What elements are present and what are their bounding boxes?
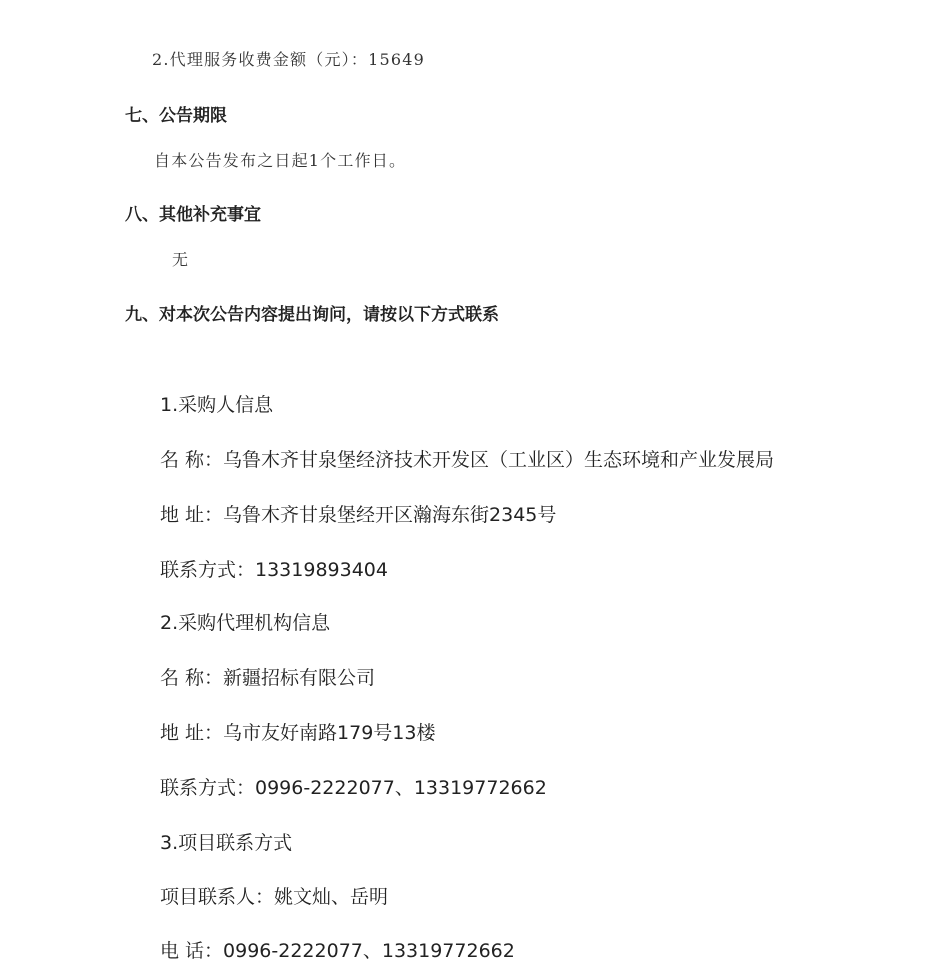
purchaser-name: 名 称：乌鲁木齐甘泉堡经济技术开发区（工业区）生态环境和产业发展局 — [160, 449, 775, 471]
agency-fee-line: 2.代理服务收费金额（元）：15649 — [152, 50, 425, 69]
purchaser-info-title: 1.采购人信息 — [160, 394, 274, 416]
agency-contact: 联系方式：0996-2222077、13319772662 — [160, 777, 547, 799]
purchaser-contact: 联系方式：13319893404 — [160, 559, 388, 581]
section-7-text: 自本公告发布之日起1个工作日。 — [154, 151, 407, 170]
project-contact-person: 项目联系人：姚文灿、岳明 — [160, 886, 389, 908]
purchaser-address: 地 址：乌鲁木齐甘泉堡经开区瀚海东街2345号 — [160, 504, 557, 526]
section-8-heading: 八、其他补充事宜 — [125, 205, 261, 225]
agency-name: 名 称：新疆招标有限公司 — [160, 667, 376, 689]
section-9-heading: 九、对本次公告内容提出询问，请按以下方式联系 — [125, 305, 499, 325]
project-contact-title: 3.项目联系方式 — [160, 832, 293, 854]
section-8-text: 无 — [172, 250, 190, 269]
section-7-heading: 七、公告期限 — [125, 106, 227, 126]
agency-info-title: 2.采购代理机构信息 — [160, 612, 331, 634]
agency-address: 地 址：乌市友好南路179号13楼 — [160, 722, 436, 744]
project-phone: 电 话：0996-2222077、13319772662 — [160, 940, 515, 962]
